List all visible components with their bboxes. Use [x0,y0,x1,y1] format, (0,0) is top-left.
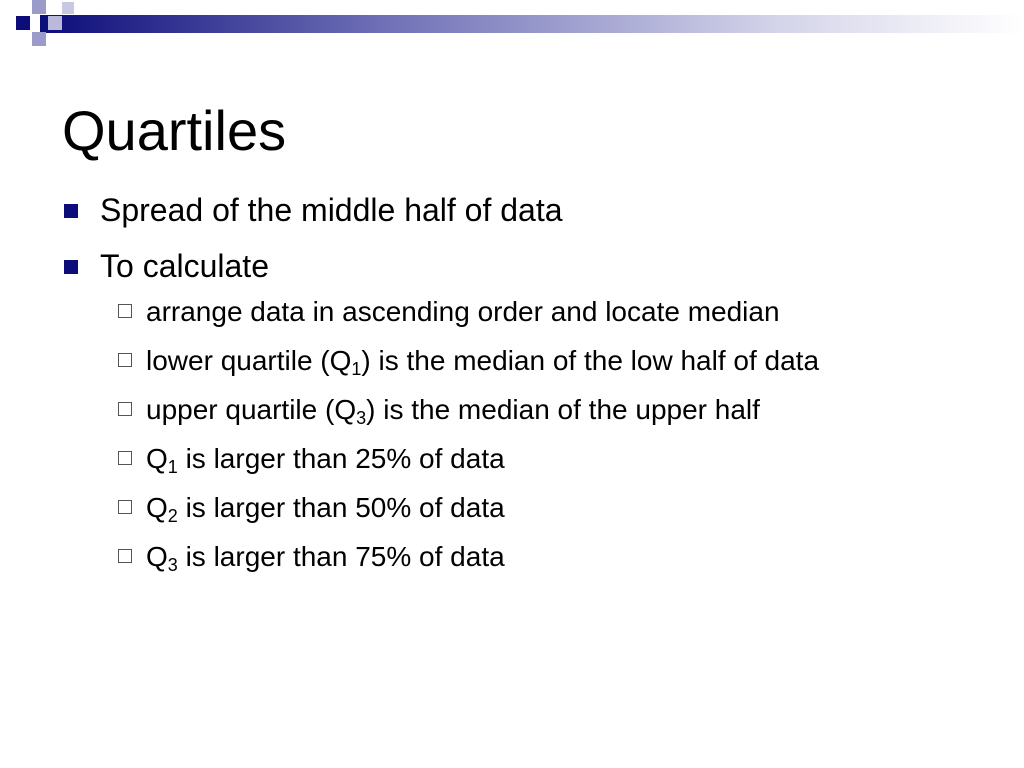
subscript: 1 [351,359,362,379]
subscript: 3 [356,408,367,428]
sub-bullet-text [146,492,505,526]
sub-bullet-text [146,443,505,477]
sub-bullet-item [118,341,938,381]
sub-bullet-text: arrange data in ascending order and locate median [146,296,780,327]
header-square [48,16,62,30]
square-bullet-icon [64,260,78,274]
hollow-square-bullet-icon [118,304,132,318]
sub-bullet-text-start: Q [146,541,168,572]
sub-bullet-text-start: Q [146,492,168,523]
header-square [32,0,46,14]
sub-bullet-text-end: is larger than 25% of data [177,443,505,474]
bullet-text: Spread of the middle half of data [100,192,563,228]
sub-bullet-item [118,488,938,528]
bullet-list [62,188,962,589]
sub-bullet-text-end: is larger than 50% of data [177,492,505,523]
hollow-square-bullet-icon [118,451,132,465]
header-square [62,2,74,14]
sub-bullet-text-start: Q [146,443,168,474]
hollow-square-bullet-icon [118,402,132,416]
subscript: 1 [167,457,178,477]
sub-bullet-text [146,345,820,379]
sub-bullet-item [118,537,938,577]
sub-bullet-item [118,292,938,332]
sub-bullet-text-start: upper quartile (Q [146,394,357,425]
sub-bullet-text [146,394,760,428]
hollow-square-bullet-icon [118,353,132,367]
header-square [32,32,46,46]
sub-bullet-item [118,390,938,430]
sub-bullet-text [146,541,505,575]
hollow-square-bullet-icon [118,549,132,563]
subscript: 3 [167,555,178,575]
sub-bullet-list [118,292,938,577]
bullet-item [62,244,962,577]
subscript: 2 [167,506,178,526]
bullet-text: To calculate [100,248,269,284]
slide-title: Quartiles [62,99,287,162]
sub-bullet-text-end: ) is the median of the upper half [366,394,760,425]
header-square [16,16,30,30]
sub-bullet-text-start: lower quartile (Q [146,345,352,376]
square-bullet-icon [64,204,78,218]
sub-bullet-text-end: ) is the median of the low half of data [361,345,820,376]
hollow-square-bullet-icon [118,500,132,514]
header-gradient-bar [40,15,1024,33]
bullet-item [62,188,962,232]
header-decoration [0,0,1024,60]
sub-bullet-item [118,439,938,479]
sub-bullet-text-end: is larger than 75% of data [177,541,505,572]
